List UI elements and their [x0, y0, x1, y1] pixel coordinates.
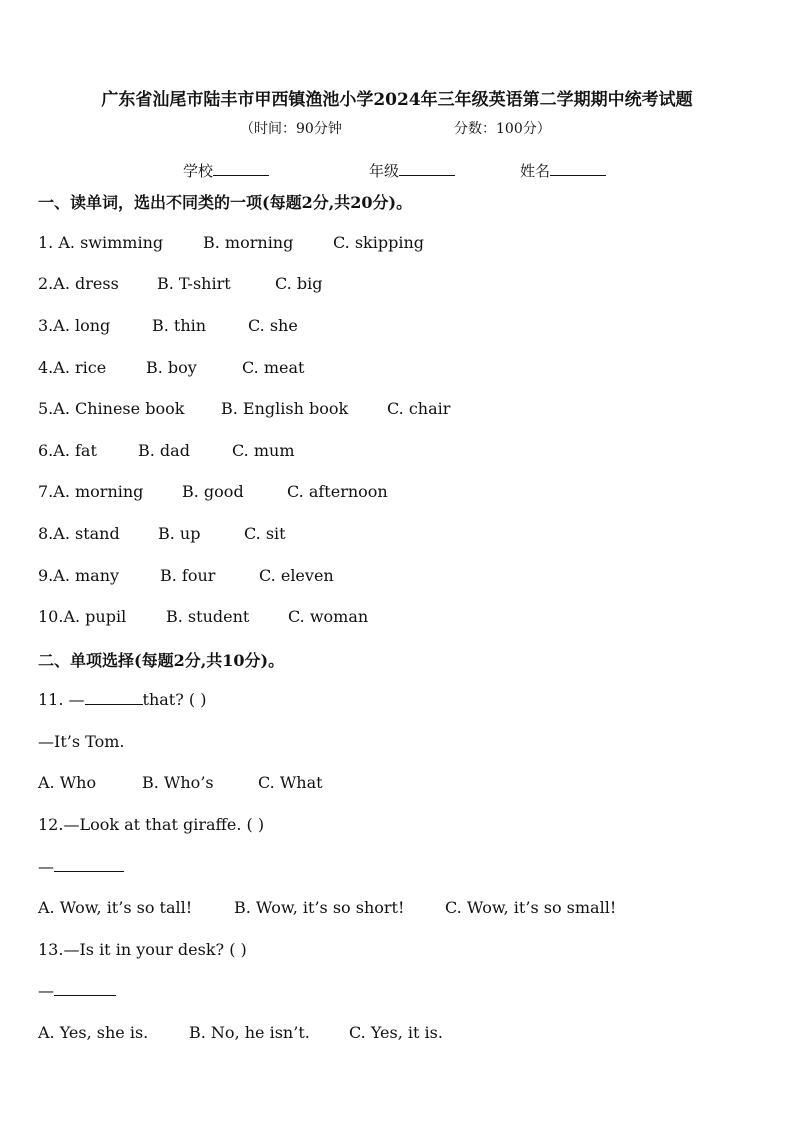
q4-option-a: 4.A. rice — [38, 358, 107, 377]
q5-option-b: B. English book — [221, 399, 349, 418]
question-11 — [38, 690, 206, 709]
question-12: 12.—Look at that giraffe. ( ) — [38, 815, 265, 834]
name-blank — [550, 163, 606, 176]
grade-blank — [399, 163, 455, 176]
total-score: 分数：100分） — [454, 121, 551, 137]
q13-reply — [38, 981, 116, 1000]
q11-suffix: that? ( ) — [142, 690, 207, 709]
q13-reply-prefix: — — [38, 981, 54, 1000]
name-field — [520, 160, 606, 181]
q13-option-c: C. Yes, it is. — [349, 1023, 443, 1042]
school-blank — [213, 163, 269, 176]
name-label: 姓名 — [520, 162, 551, 180]
q13-option-a: A. Yes, she is. — [38, 1023, 149, 1042]
q10-option-b: B. student — [166, 607, 250, 626]
q9-option-b: B. four — [160, 566, 216, 585]
q11-reply: —It’s Tom. — [38, 732, 125, 751]
q6-option-c: C. mum — [232, 441, 295, 460]
q7-option-b: B. good — [182, 482, 244, 501]
q11-prefix: 11. — — [38, 690, 85, 709]
q7-option-c: C. afternoon — [287, 482, 388, 501]
q11-option-a: A. Who — [38, 773, 97, 792]
q10-option-a: 10.A. pupil — [38, 607, 127, 626]
q9-option-a: 9.A. many — [38, 566, 120, 585]
q12-option-b: B. Wow, it’s so short! — [234, 898, 405, 917]
q13-option-b: B. No, he isn’t. — [189, 1023, 310, 1042]
q5-option-c: C. chair — [387, 399, 451, 418]
q3-option-a: 3.A. long — [38, 316, 111, 335]
school-field — [183, 160, 269, 181]
q7-option-a: 7.A. morning — [38, 482, 144, 501]
q12-answer-blank — [54, 857, 124, 872]
q5-option-a: 5.A. Chinese book — [38, 399, 185, 418]
q12-option-c: C. Wow, it’s so small! — [445, 898, 617, 917]
q1-option-c: C. skipping — [333, 233, 425, 252]
q8-option-a: 8.A. stand — [38, 524, 120, 543]
section2-heading: 二、单项选择(每题2分,共10分)。 — [38, 651, 285, 670]
grade-label: 年级 — [369, 162, 400, 180]
q8-option-b: B. up — [158, 524, 201, 543]
q12-reply-prefix: — — [38, 857, 54, 876]
q11-option-c: C. What — [258, 773, 323, 792]
q13-answer-blank — [54, 981, 116, 996]
q10-option-c: C. woman — [288, 607, 369, 626]
q4-option-c: C. meat — [242, 358, 305, 377]
q11-option-b: B. Who’s — [142, 773, 214, 792]
q9-option-c: C. eleven — [259, 566, 334, 585]
q6-option-a: 6.A. fat — [38, 441, 97, 460]
section1-heading: 一、读单词，选出不同类的一项(每题2分,共20分)。 — [38, 193, 413, 212]
q3-option-c: C. she — [248, 316, 298, 335]
grade-field — [369, 160, 455, 181]
exam-title: 广东省汕尾市陆丰市甲西镇渔池小学2024年三年级英语第二学期期中统考试题 — [101, 90, 693, 110]
q1-option-a: 1. A. swimming — [38, 233, 164, 252]
q4-option-b: B. boy — [146, 358, 197, 377]
time-limit: （时间：90分钟 — [240, 121, 342, 137]
q12-reply — [38, 857, 124, 876]
q1-option-b: B. morning — [203, 233, 294, 252]
q11-answer-blank — [85, 690, 143, 705]
school-label: 学校 — [183, 162, 214, 180]
q6-option-b: B. dad — [138, 441, 190, 460]
question-13: 13.—Is it in your desk? ( ) — [38, 940, 247, 959]
q2-option-b: B. T-shirt — [157, 274, 231, 293]
q3-option-b: B. thin — [152, 316, 207, 335]
q2-option-a: 2.A. dress — [38, 274, 119, 293]
q8-option-c: C. sit — [244, 524, 286, 543]
q2-option-c: C. big — [275, 274, 323, 293]
q12-option-a: A. Wow, it’s so tall! — [38, 898, 193, 917]
